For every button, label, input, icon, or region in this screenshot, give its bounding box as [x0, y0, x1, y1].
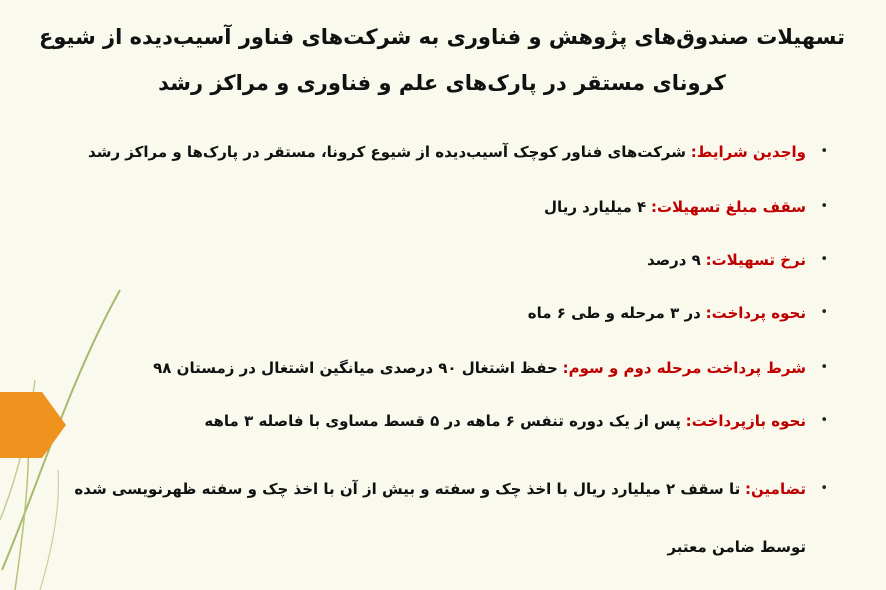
item-value: پس از یک دوره تنفس ۶ ماهه در ۵ قسط مساوی با فاصله ۳ ماهه	[204, 412, 681, 430]
list-item-rate	[0, 246, 886, 274]
item-label: نرخ تسهیلات:	[705, 251, 806, 269]
item-label: شرط پرداخت مرحله دوم و سوم:	[562, 359, 806, 377]
page-title: تسهیلات صندوق‌های پژوهش و فناوری به شرکت‌های فناور آسیب‌دیده از شیوع کرونای مستقر در پارک‌های علم و فناوری و مراکز رشد	[39, 25, 845, 95]
item-label: نحوه پرداخت:	[705, 304, 806, 322]
item-value: ۹ درصد	[646, 251, 701, 269]
item-value: در ۳ مرحله و طی ۶ ماه	[527, 304, 701, 322]
item-value: حفظ اشتغال ۹۰ درصدی میانگین اشتغال در زمستان ۹۸	[153, 359, 558, 377]
item-value: تا سقف ۲ میلیارد ریال با اخذ چک و سفته و بیش از آن با اخذ چک و سفته ظهرنویسی شده توسط ضامن معتبر	[74, 480, 806, 556]
item-label: سقف مبلغ تسهیلات:	[650, 198, 806, 216]
list-item-max-amount	[0, 193, 886, 221]
item-label: تضامین:	[745, 480, 806, 498]
item-value: شرکت‌های فناور کوچک آسیب‌دیده از شیوع کرونا، مستقر در پارک‌ها و مراکز رشد	[88, 143, 686, 161]
list-item-payment-method	[0, 299, 886, 327]
item-label: نحوه بازپرداخت:	[685, 412, 806, 430]
item-label: واجدین شرایط:	[690, 143, 806, 161]
list-item-repayment	[0, 407, 886, 435]
list-item-eligibility	[0, 138, 886, 166]
list-item-guarantees	[0, 460, 886, 576]
item-value: ۴ میلیارد ریال	[544, 198, 647, 216]
list-item-payment-condition	[0, 354, 886, 382]
